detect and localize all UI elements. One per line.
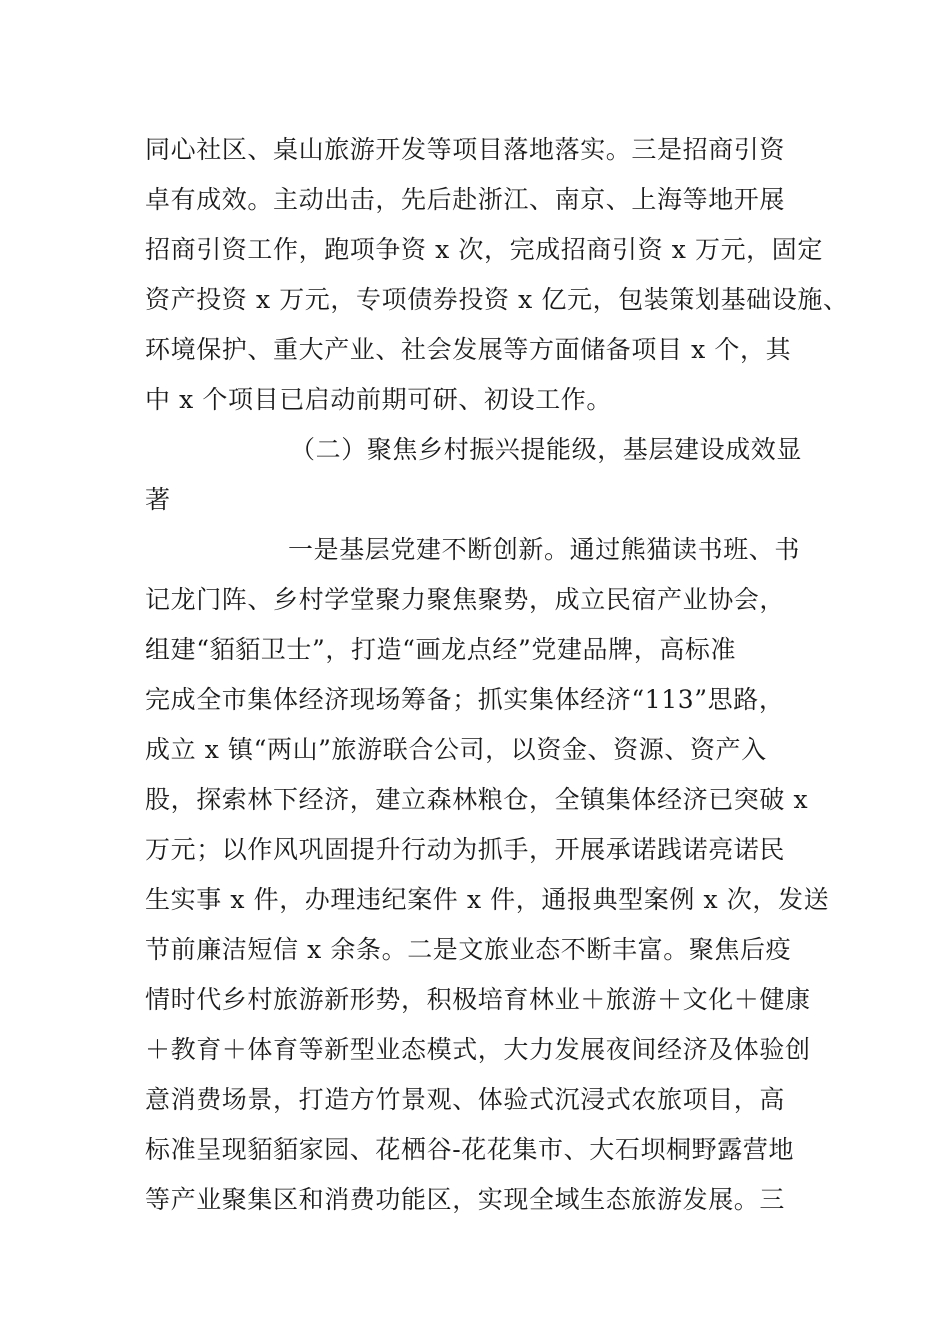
paragraph-line: 中 x 个项目已启动前期可研、初设工作。 [145,385,612,414]
paragraph-line: 成立 x 镇“两山”旅游联合公司，以资金、资源、资产入 [145,735,767,764]
paragraph-first-line: 一是基层党建不断创新。通过熊猫读书班、书 [288,535,801,564]
paragraph-line: 标准呈现貊貊家园、花栖谷-花花集市、大石坝桐野露营地 [145,1135,795,1164]
paragraph-line: ＋教育＋体育等新型业态模式，大力发展夜间经济及体验创 [145,1035,811,1064]
paragraph-line: 资产投资 x 万元，专项债券投资 x 亿元，包装策划基础设施、 [145,285,849,314]
paragraph-line: 完成全市集体经济现场筹备；抓实集体经济“113”思路， [145,685,785,714]
paragraph-line: 万元；以作风巩固提升行动为抓手，开展承诺践诺亮诺民 [145,835,786,864]
paragraph-line: 卓有成效。主动出击，先后赴浙江、南京、上海等地开展 [145,185,786,214]
paragraph-line: 等产业聚集区和消费功能区，实现全域生态旅游发展。三 [145,1185,786,1214]
paragraph-line: 组建“貊貊卫士”，打造“画龙点经”党建品牌，高标准 [145,635,737,664]
paragraph-line: 环境保护、重大产业、社会发展等方面储备项目 x 个，其 [145,335,792,364]
paragraph-line: 情时代乡村旅游新形势，积极培育林业＋旅游＋文化＋健康 [145,985,811,1014]
paragraph-line: 股，探索林下经济，建立森林粮仓，全镇集体经济已突破 x [145,785,809,814]
section-heading: （二）聚焦乡村振兴提能级，基层建设成效显 [290,435,803,464]
section-heading-continuation: 著 [145,485,171,514]
paragraph-line: 节前廉洁短信 x 余条。二是文旅业态不断丰富。聚焦后疫 [145,935,792,964]
paragraph-line: 意消费场景，打造方竹景观、体验式沉浸式农旅项目，高 [145,1085,786,1114]
paragraph-line: 同心社区、桌山旅游开发等项目落地落实。三是招商引资 [145,135,786,164]
paragraph-line: 生实事 x 件，办理违纪案件 x 件，通报典型案例 x 次，发送 [145,885,830,914]
paragraph-line: 招商引资工作，跑项争资 x 次，完成招商引资 x 万元，固定 [145,235,823,264]
paragraph-line: 记龙门阵、乡村学堂聚力聚焦聚势，成立民宿产业协会， [145,585,786,614]
